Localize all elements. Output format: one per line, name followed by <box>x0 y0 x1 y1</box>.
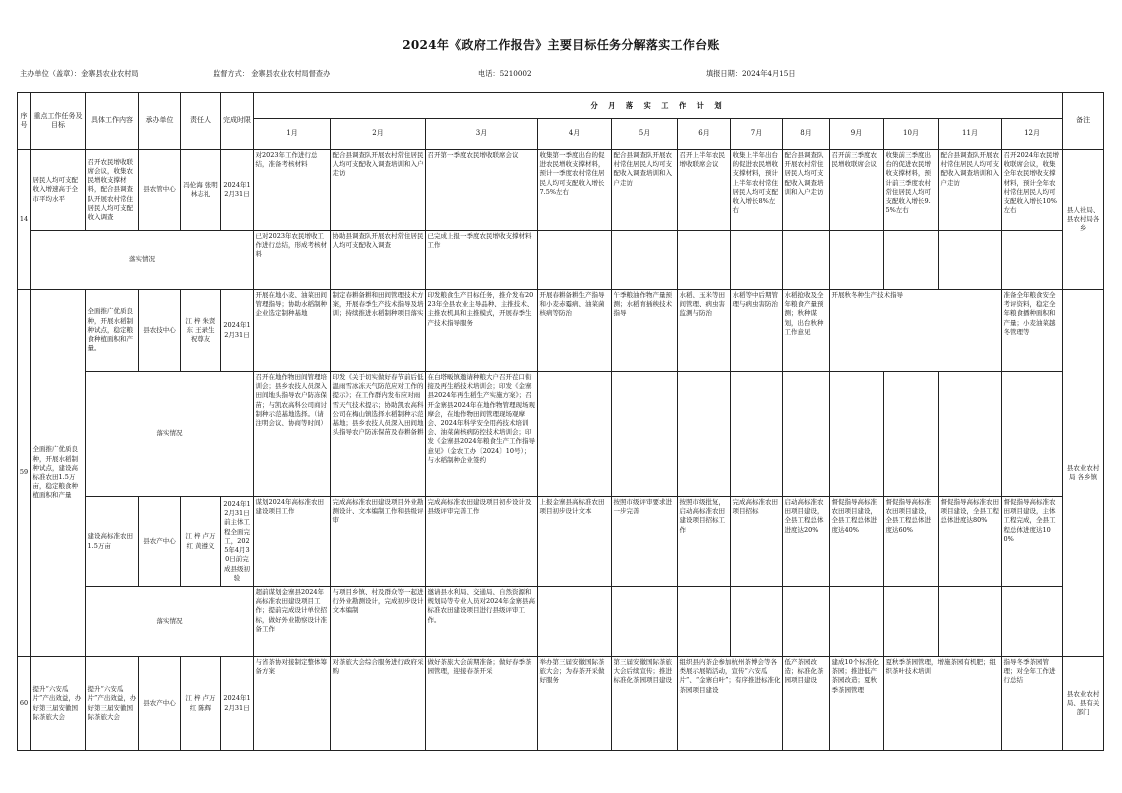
host-unit: 主办单位（盖章）：金寨县农业农村局 <box>20 69 139 78</box>
progress-label: 落实情况 <box>31 231 254 290</box>
plan-59a-m2: 制定春耕备耕和田间管理技术方案，开展春季生产技术指导及培训；持续推进水稻制种项目落实 <box>331 290 426 372</box>
content-59b: 建设高标准农田1.5万亩 <box>86 497 139 587</box>
header-goal: 重点工作任务及目标 <box>31 93 86 150</box>
plan-14-m10: 收集前三季度出台的促进农民增收支撑材料，预计前三季度农村常住居民人均可支配收入增长9.5%左右 <box>884 150 939 231</box>
plan-59a-m8: 水稻抢收及全年粮食产量预测；秋种谋划，出台秋种工作意见 <box>783 290 830 372</box>
plan-14-m12: 召开2024年农民增收联席会议，收集全年农民增收支撑材料，预计全年农村常住居民人均可支配收入增长10%左右 <box>1002 150 1063 231</box>
progress-59a-m10 <box>884 372 939 497</box>
plan-59a-m6: 水稻、玉米等田间管理、病虫害监测与防治 <box>678 290 731 372</box>
progress-59a-m1: 召开在地作物田间管理培训会；县乡农技人员深入田间地头指导农户防冻保苗；与凯农高科公司商讨制种示范基地选择。（请注明会议、协商等时间） <box>254 372 331 497</box>
progress-59b-m6 <box>678 587 731 657</box>
progress-59b-m7 <box>731 587 783 657</box>
content-60: 提升“六安瓜片”产出效益，办好第三届安徽国际茶旅大会 <box>86 657 139 751</box>
plan-14-m7: 收集上半年出台的促进农民增收支撑材料，预计上半年农村常住居民人均可支配收入增长8%左右 <box>731 150 783 231</box>
plan-59a-m1: 开展在地小麦、油菜田间管理指导；协助水稻制种企业选定制种基地 <box>254 290 331 372</box>
progress-14-m7 <box>731 231 783 290</box>
progress-14-m9 <box>830 231 884 290</box>
progress-59a-m2: 印发《关于切实做好春节前后低温雨雪冰冻天气防范应对工作的提示》；在工作群内发布应对雨雪天气技术提示；协助凯农高科公司在梅山镇选择水稻制种示范基地；县乡农技人员深入田间地头指导农户防冻保苗及春耕备耕 <box>331 372 426 497</box>
month-header-12: 12月 <box>1002 119 1063 150</box>
progress-label: 落实情况 <box>86 587 254 657</box>
unit-59b: 县农产中心 <box>139 497 181 587</box>
plan-60-m5: 第三届安徽国际茶旅大会后续宣传；推进标准化茶园项目建设 <box>612 657 678 751</box>
progress-59a-m8 <box>783 372 830 497</box>
plan-59b-m6: 按照市级批复，启动高标准农田建设项目招标工作 <box>678 497 731 587</box>
progress-14-m1: 已对2023年农民增收工作进行总结，形成考核材料 <box>254 231 331 290</box>
plan-59b-m1: 谋划2024年高标准农田建设项目工作 <box>254 497 331 587</box>
progress-14-m8 <box>783 231 830 290</box>
supervise-method: 监督方式： 金寨县农业农村局督查办 <box>213 69 331 78</box>
note-59: 县农业农村局 各乡镇 <box>1063 290 1104 657</box>
unit-59a: 县农技中心 <box>139 290 181 372</box>
progress-14-m5 <box>612 231 678 290</box>
plan-59b-m7: 完成高标准农田项目招标 <box>731 497 783 587</box>
progress-59b-m4 <box>538 587 612 657</box>
person-60: 江 梓 卢万红 陈辉 <box>181 657 221 751</box>
plan-60-m3: 做好茶旅大会前期准备；做好春季茶园管理，迎接春茶开采 <box>426 657 538 751</box>
seq-59: 59 <box>18 290 31 657</box>
month-header-1: 1月 <box>254 119 331 150</box>
goal-14: 居民人均可支配收入增速高于全市平均水平 <box>31 150 86 231</box>
progress-59b-m5 <box>612 587 678 657</box>
plan-14-m3: 召开第一季度农民增收联席会议 <box>426 150 538 231</box>
header-person: 责任人 <box>181 93 221 150</box>
month-header-5: 5月 <box>612 119 678 150</box>
note-60: 县农业农村局、县有关部门 <box>1063 657 1104 751</box>
plan-60-m12: 指导冬季茶园管理；对全年工作进行总结 <box>1002 657 1063 751</box>
progress-59b-m10 <box>884 587 939 657</box>
progress-14-m11 <box>939 231 1002 290</box>
progress-59a-m9 <box>830 372 884 497</box>
person-59a: 江 梓 朱贤东 王录生 祝尊友 <box>181 290 221 372</box>
fill-date: 填报日期：2024年4月15日 <box>706 69 796 78</box>
progress-59a-m5 <box>612 372 678 497</box>
phone: 电话：5210002 <box>478 69 532 78</box>
unit-60: 县农产中心 <box>139 657 181 751</box>
progress-14-m6 <box>678 231 731 290</box>
plan-60-m2: 对茶旅大会综合服务进行政府采购 <box>331 657 426 751</box>
month-header-3: 3月 <box>426 119 538 150</box>
goal-59: 全面推广优质良种，开展水稻制种试点，建设高标准农田1.5万亩，稳定粮食种植面积和产量 <box>31 290 86 657</box>
progress-14-m2: 协助县调查队开展农村常住居民人均可支配收入调查 <box>331 231 426 290</box>
time-60: 2024年12月31日 <box>221 657 254 751</box>
plan-59a-m5: 午季粮油作物产量预测；水稻育插秧技术指导 <box>612 290 678 372</box>
task-ledger-table <box>17 92 1104 751</box>
header-unit: 承办单位 <box>139 93 181 150</box>
plan-14-m9: 召开前三季度农民增收联席会议 <box>830 150 884 231</box>
progress-59b-m1: 超前谋划金寨县2024年高标准农田建设项目工作；提前完成设计单位招标，做好外业勘察设计准备工作 <box>254 587 331 657</box>
plan-14-m2: 配合县调查队开展农村常住居民人均可支配收入调查培训和入户走访 <box>331 150 426 231</box>
seq-60: 60 <box>18 657 31 751</box>
progress-59a-m6 <box>678 372 731 497</box>
progress-59a-m3: 在白塔畈镇邀请种粮大户召开茬口衔接及再生稻技术培训会；印发《金寨县2024年再生稻生产实施方案》；召开金寨县2024年在地作物管理现场观摩会，在地作物田间管理现场观摩会、2024年科学安全用药技术培训会、油菜菌核病防控技术培训会；印发《金寨县2024年粮食生产工作指导意见》（金农工办〔2024〕10号）；与水稻制种企业签约 <box>426 372 538 497</box>
goal-60: 提升“六安瓜片”产出效益，办好第三届安徽国际茶旅大会 <box>31 657 86 751</box>
progress-59b-m2: 与项目乡镇、村及群众等一起进行外业勘测设计，完成初步设计文本编制 <box>331 587 426 657</box>
plan-59b-m8: 启动高标准农田项目建设，全县工程总体进度达20% <box>783 497 830 587</box>
plan-59b-m10: 督促指导高标准农田项目建设，全县工程总体进度达60% <box>884 497 939 587</box>
time-59a: 2024年12月31日 <box>221 290 254 372</box>
progress-label: 落实情况 <box>86 372 254 497</box>
month-header-8: 8月 <box>783 119 830 150</box>
header-seq: 序号 <box>18 93 31 150</box>
plan-59a-m9: 开展秋冬种生产技术指导 <box>830 290 1002 372</box>
progress-59a-m12 <box>1002 372 1063 497</box>
plan-59a-m4: 开展春耕备耕生产指导和小麦赤霉病、油菜菌核病等防治 <box>538 290 612 372</box>
person-14: 冯伦海 张明 林志礼 <box>181 150 221 231</box>
progress-59b-m3: 邀请县水利局、交通局、自然资源和规划局等专业人员对2024年金寨县高标准农田建设项目进行县级评审工作。 <box>426 587 538 657</box>
page-title: 2024年《政府工作报告》主要目标任务分解落实工作台账 <box>402 38 720 52</box>
plan-60-m9: 建成10个标准化茶园；推进低产茶园改造；夏秋季茶园管理 <box>830 657 884 751</box>
header-note: 备注 <box>1063 93 1104 150</box>
plan-59b-m11: 督促指导高标准农田项目建设，全县工程总体进度达80% <box>939 497 1002 587</box>
progress-59a-m4 <box>538 372 612 497</box>
plan-59a-m12: 准备全年粮食安全考评资料，稳定全年粮食播种面积和产量；小麦油菜越冬管理等 <box>1002 290 1063 372</box>
plan-14-m4: 收集第一季度出台的促进农民增收支撑材料，预计一季度农村常住居民人均可支配收入增长7.5%左右 <box>538 150 612 231</box>
month-header-4: 4月 <box>538 119 612 150</box>
plan-14-m6: 召开上半年农民增收联席会议 <box>678 150 731 231</box>
plan-60-m1: 与省茶协对接制定整体筹备方案 <box>254 657 331 751</box>
plan-59b-m4: 上报金寨县高标准农田项目初步设计文本 <box>538 497 612 587</box>
progress-59a-m7 <box>731 372 783 497</box>
plan-60-m10: 夏秋季茶园管理，增施茶园有机肥；组织茶叶技术培训 <box>884 657 1002 751</box>
month-header-10: 10月 <box>884 119 939 150</box>
header-content: 具体工作内容 <box>86 93 139 150</box>
plan-14-m5: 配合县调查队开展农村常住居民人均可支配收入调查培训和入户走访 <box>612 150 678 231</box>
plan-60-m6: 组织县内茶企参加杭州茶博会等各类展示展销活动，宣传“六安瓜片”、“金寨白叶”；有序推进标准化茶园项目建设 <box>678 657 783 751</box>
plan-14-m8: 配合县调查队开展农村常住居民人均可支配收入调查培训和入户走访 <box>783 150 830 231</box>
content-14: 召开农民增收联席会议，收集农民增收支撑材料，配合县调查队开展农村常住居民人均可支配收入调查 <box>86 150 139 231</box>
progress-14-m12 <box>1002 231 1063 290</box>
plan-59a-m3: 印发粮食生产目标任务，推介发布2023年全县农业主导品种、主推技术、主推农机具和主推模式，开展春季生产技术指导服务 <box>426 290 538 372</box>
progress-14-m10 <box>884 231 939 290</box>
plan-59b-m5: 按照市级评审要求进一步完善 <box>612 497 678 587</box>
progress-59b-m8 <box>783 587 830 657</box>
month-header-9: 9月 <box>830 119 884 150</box>
header-time: 完成时限 <box>221 93 254 150</box>
month-header-7: 7月 <box>731 119 783 150</box>
seq-14: 14 <box>18 150 31 290</box>
month-header-6: 6月 <box>678 119 731 150</box>
progress-59b-m12 <box>1002 587 1063 657</box>
progress-59b-m9 <box>830 587 884 657</box>
plan-59b-m9: 督促指导高标准农田项目建设，全县工程总体进度达40% <box>830 497 884 587</box>
plan-14-m1: 对2023年工作进行总结，准备考核材料 <box>254 150 331 231</box>
progress-59a-m11 <box>939 372 1002 497</box>
plan-60-m8: 低产茶园改造；标准化茶园项目建设 <box>783 657 830 751</box>
note-14: 县人社局、县农村局各乡 <box>1063 150 1104 290</box>
plan-14-m11: 配合县调查队开展农村常住居民人均可支配收入调查培训和入户走访 <box>939 150 1002 231</box>
content-59a: 全面推广优质良种，开展水稻制种试点，稳定粮食种植面积和产量。 <box>86 290 139 372</box>
header-plan: 分 月 落 实 工 作 计 划 <box>254 93 1063 119</box>
progress-59b-m11 <box>939 587 1002 657</box>
month-header-2: 2月 <box>331 119 426 150</box>
month-header-11: 11月 <box>939 119 1002 150</box>
progress-14-m4 <box>538 231 612 290</box>
plan-59b-m3: 完成高标准农田建设项目初步设计及县级评审完善工作 <box>426 497 538 587</box>
unit-14: 县农管中心 <box>139 150 181 231</box>
person-59b: 江 梓 卢万红 黄遵义 <box>181 497 221 587</box>
plan-60-m4: 举办第三届安徽国际茶旅大会；为春茶开采做好服务 <box>538 657 612 751</box>
plan-59b-m12: 督促指导高标准农田项目建设，主体工程完成，全县工程总体进度达100% <box>1002 497 1063 587</box>
plan-59a-m7: 水稻等中后期管理与病虫害防治 <box>731 290 783 372</box>
time-14: 2024年12月31日 <box>221 150 254 231</box>
time-59b: 2024年12月31日前主体工程全面完工，2025年4月30日前完成县级初验 <box>221 497 254 587</box>
plan-59b-m2: 完成高标准农田建设项目外业勘测设计、文本编制工作和县级评审 <box>331 497 426 587</box>
progress-14-m3: 已完成上报一季度农民增收支撑材料工作 <box>426 231 538 290</box>
